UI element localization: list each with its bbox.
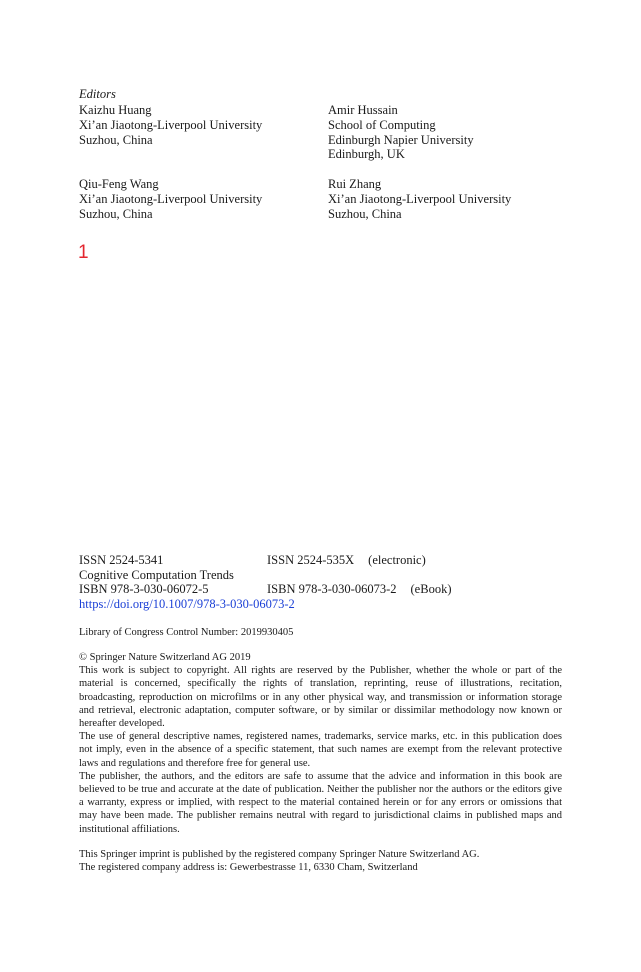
- editor-location: Suzhou, China: [328, 206, 402, 221]
- editor-affiliation: Edinburgh Napier University: [328, 132, 474, 147]
- editor-location: Edinburgh, UK: [328, 147, 405, 162]
- bibliographic-info: [79, 553, 569, 611]
- legal-notice: [79, 651, 562, 836]
- imprint-info: [79, 848, 562, 874]
- legal-paragraph: The publisher, the authors, and the editors are safe to assume that the advice and information in this book are believed to be true and accurate at the date of publication. Neither the publisher nor the authors or the editors give a warranty, express or implied, with respect to the material contained herein or for any errors or omissions that may have been made. The publisher remains neutral with regard to jurisdictional claims in published maps and institutional affiliations.: [79, 770, 562, 835]
- editor-name: Amir Hussain: [328, 103, 398, 117]
- imprint-address: The registered company address is: Gewerbestrasse 11, 6330 Cham, Switzerland: [79, 862, 418, 874]
- legal-paragraph: This work is subject to copyright. All rights are reserved by the Publisher, whether the whole or part of the material is concerned, specifically the rights of translation, reprinting, reuse of illustrations, recitation, broadcasting, reproduction on microfilms or in any other physical way, and transmission or information storage and retrieval, electronic adaptation, computer software, or by similar or dissimilar methodology now known or hereafter developed.: [79, 665, 562, 730]
- editor-entry: [79, 177, 319, 221]
- editor-entry: [328, 177, 568, 221]
- issn-print: ISSN 2524-5341: [79, 553, 164, 567]
- isbn-row: [79, 582, 569, 597]
- editor-entry: [79, 103, 319, 147]
- isbn-ebook-group: [267, 582, 451, 597]
- issn-electronic-group: [267, 553, 426, 568]
- editor-affiliation: Xi’an Jiaotong-Liverpool University: [79, 191, 263, 206]
- doi-row: [79, 597, 569, 612]
- editor-entry: [328, 103, 568, 162]
- imprint-line: This Springer imprint is published by the registered company Springer Nature Switzerland AG.: [79, 849, 480, 860]
- isbn-ebook: ISBN 978-3-030-06073-2: [267, 582, 397, 597]
- editor-location: Suzhou, China: [79, 132, 153, 147]
- copyright-line: © Springer Nature Switzerland AG 2019: [79, 652, 251, 663]
- library-of-congress-number: Library of Congress Control Number: 2019930405: [79, 627, 294, 638]
- issn-electronic: ISSN 2524-535X: [267, 553, 355, 567]
- isbn-print: ISBN 978-3-030-06072-5: [79, 582, 209, 597]
- issn-electronic-label: (electronic): [368, 553, 426, 567]
- isbn-ebook-label: (eBook): [410, 582, 452, 597]
- editor-affiliation: Xi’an Jiaotong-Liverpool University: [79, 117, 263, 132]
- series-title: Cognitive Computation Trends: [79, 567, 234, 582]
- series-title-row: [79, 568, 569, 583]
- editors-heading: Editors: [79, 87, 116, 101]
- editor-name: Rui Zhang: [328, 177, 382, 191]
- editor-location: Suzhou, China: [79, 206, 153, 221]
- editor-name: Kaizhu Huang: [79, 103, 152, 117]
- springer-mark: 1: [78, 242, 89, 263]
- editor-affiliation: Xi’an Jiaotong-Liverpool University: [328, 191, 512, 206]
- doi-link[interactable]: https://doi.org/10.1007/978-3-030-06073-2: [79, 596, 295, 611]
- legal-paragraph: The use of general descriptive names, registered names, trademarks, service marks, etc. in this publication does not imply, even in the absence of a specific statement, that such names are exempt from the relevant protective laws and regulations and therefore free for general use.: [79, 731, 562, 769]
- editor-name: Qiu-Feng Wang: [79, 177, 159, 191]
- editor-affiliation: School of Computing: [328, 117, 436, 132]
- issn-row: [79, 553, 569, 568]
